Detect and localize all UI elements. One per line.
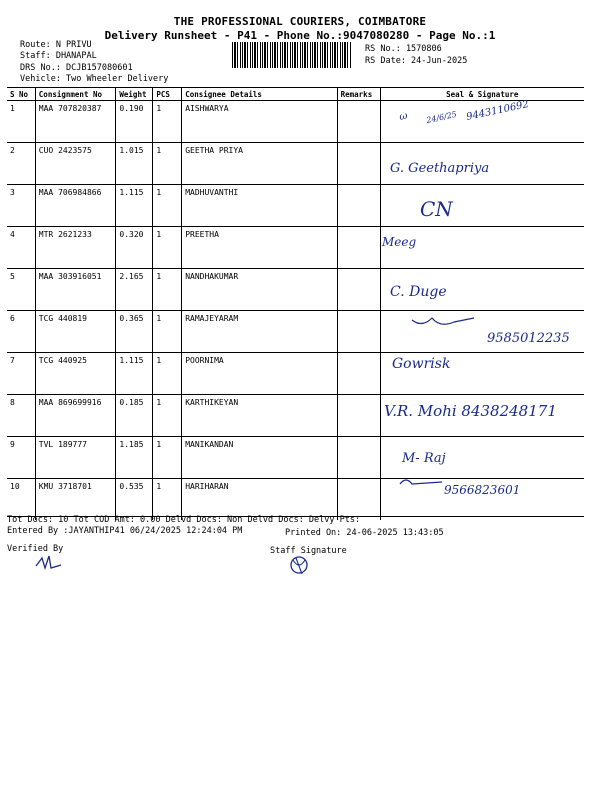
cell-consignee: PREETHA: [182, 227, 337, 269]
cell-pcs: 1: [153, 479, 182, 521]
cell-weight: 0.320: [116, 227, 153, 269]
row9-signature: M- Raj: [402, 451, 446, 466]
row7-signature: Gowrisk: [392, 356, 451, 372]
cell-sno: 1: [7, 101, 35, 143]
row4-signature: Meeg: [382, 235, 417, 249]
col-header-consignment: Consignment No: [35, 88, 116, 101]
handwritten-signatures: [372, 98, 587, 508]
cell-weight: 1.015: [116, 143, 153, 185]
cell-pcs: 1: [153, 101, 182, 143]
drs-number: DRS No.: DCJB157080601: [20, 63, 133, 73]
vehicle-label: Vehicle: Two Wheeler Delivery: [20, 74, 169, 84]
cell-sno: 10: [10, 482, 20, 491]
cell-pcs: 1: [153, 395, 182, 437]
barcode-image: [232, 42, 352, 68]
cell-pcs: 1: [153, 227, 182, 269]
cell-weight: 1.115: [116, 185, 153, 227]
col-header-weight: Weight: [116, 88, 153, 101]
cell-pcs: 1: [153, 185, 182, 227]
cell-sno: 8: [7, 395, 35, 437]
cell-pcs: 1: [153, 269, 182, 311]
cell-consignment: TCG 440819: [35, 311, 116, 353]
cell-sno: 2: [7, 143, 35, 185]
cell-pcs: 1: [153, 311, 182, 353]
runsheet-subtitle: Delivery Runsheet - P41 - Phone No.:9047080280 - Page No.:1: [104, 29, 496, 42]
cell-consignment: KMU 3718701: [35, 479, 116, 521]
route-label: Route: N PRIVU: [20, 40, 92, 50]
row10-scribble: [400, 480, 442, 484]
printed-on: Printed On: 24-06-2025 13:43:05: [285, 528, 444, 538]
cell-consignee: KARTHIKEYAN: [182, 395, 337, 437]
cell-consignee: GEETHA PRIYA: [182, 143, 337, 185]
cell-consignee: HARIHARAN: [182, 479, 337, 521]
cell-consignment: MAA 869699916: [35, 395, 116, 437]
cell-weight: 0.365: [116, 311, 153, 353]
cell-consignee: MADHUVANTHI: [182, 185, 337, 227]
row1-date: 24/6/25: [425, 109, 458, 125]
col-header-pcs: PCS: [153, 88, 182, 101]
cell-weight: 2.165: [116, 269, 153, 311]
cell-sno: 7: [7, 353, 35, 395]
cell-consignment: MAA 706984866: [35, 185, 116, 227]
cell-sno: 5: [7, 269, 35, 311]
cell-consignee: MANIKANDAN: [182, 437, 337, 479]
col-header-consignee: Consignee Details: [182, 88, 337, 101]
col-header-remarks: Remarks: [337, 88, 380, 101]
cell-consignee: AISHWARYA: [182, 101, 337, 143]
staff-label: Staff: DHANAPAL: [20, 51, 97, 61]
cell-consignment: TCG 440925: [35, 353, 116, 395]
cell-consignment: TVL 189777: [35, 437, 116, 479]
rs-date: RS Date: 24-Jun-2025: [365, 56, 468, 66]
verified-by-signature: [32, 552, 68, 572]
cell-pcs: 1: [153, 143, 182, 185]
row3-signature: CN: [420, 197, 453, 221]
cell-pcs: 1: [153, 437, 182, 479]
cell-consignment: MTR 2621233: [35, 227, 116, 269]
staff-signature-mark: [288, 554, 314, 576]
cell-weight: 1.115: [116, 353, 153, 395]
col-header-sno: S No: [7, 88, 35, 101]
col-header-signature: Seal & Signature: [380, 88, 584, 101]
cell-consignment: MAA 303916051: [35, 269, 116, 311]
cell-sno: 3: [7, 185, 35, 227]
rs-number: RS No.: 1570806: [365, 44, 442, 54]
company-title: THE PROFESSIONAL COURIERS, COIMBATORE: [173, 15, 427, 28]
cell-weight: 0.190: [116, 101, 153, 143]
cell-sno: 4: [7, 227, 35, 269]
entered-by: Entered By :JAYANTHIP41 06/24/2025 12:24:04 PM: [7, 526, 243, 536]
row1-signature: ω: [398, 110, 409, 123]
row8-signature: V.R. Mohi 8438248171: [384, 402, 557, 420]
row6-phone: 9585012235: [487, 331, 570, 346]
cell-sno: 9: [7, 437, 35, 479]
staff-signature-label: Staff Signature: [270, 546, 347, 556]
verified-by-label: Verified By: [7, 544, 64, 554]
cell-consignment: MAA 707820387: [35, 101, 116, 143]
row6-scribble: [412, 318, 474, 324]
cell-weight: 0.185: [116, 395, 153, 437]
row10-phone: 9566823601: [444, 483, 521, 497]
row2-signature: G. Geethapriya: [390, 161, 490, 176]
cell-consignee: RAMAJEYARAM: [182, 311, 337, 353]
cell-consignment: CUO 2423575: [35, 143, 116, 185]
cell-pcs: 1: [153, 353, 182, 395]
cell-weight: 1.185: [116, 437, 153, 479]
row1-phone: 9443110692: [465, 98, 530, 123]
cell-consignee: POORNIMA: [182, 353, 337, 395]
cell-sno: 6: [7, 311, 35, 353]
cell-weight: 0.535: [116, 479, 153, 521]
row5-signature: C. Duge: [390, 284, 447, 300]
totals-line: Tot Docs: 10 Tot COD Amt: 0.00 Delvd Docs: Non Delvd Docs: Delvy Pts:: [7, 515, 361, 525]
cell-consignee: NANDHAKUMAR: [182, 269, 337, 311]
